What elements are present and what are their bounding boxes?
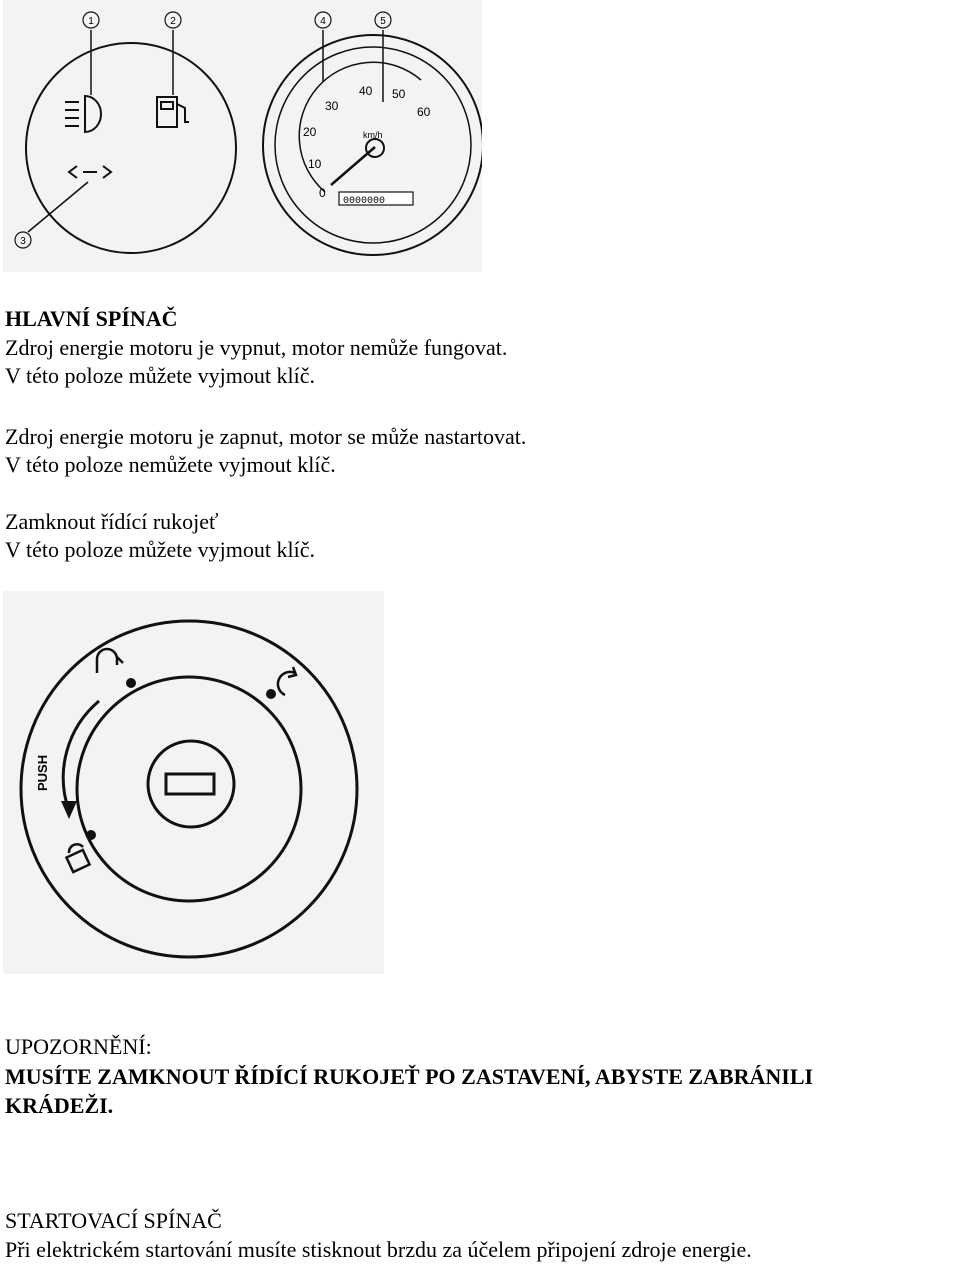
speedometer bbox=[263, 35, 482, 255]
main-switch-title: HLAVNÍ SPÍNAČ bbox=[5, 306, 178, 331]
position-dot-lock bbox=[86, 830, 96, 840]
dashboard-diagram bbox=[3, 0, 482, 272]
speed-tick-20: 20 bbox=[303, 125, 317, 139]
key-slot bbox=[166, 774, 214, 794]
speed-tick-10: 10 bbox=[308, 157, 322, 171]
warning-label: UPOZORNĚNÍ bbox=[5, 1034, 146, 1059]
speed-unit: km/h bbox=[363, 130, 383, 140]
steering-lock-icon bbox=[66, 844, 89, 872]
headlight-icon bbox=[65, 96, 101, 132]
turn-signal-icon bbox=[69, 166, 111, 178]
main-switch-lock-key-text: V této poloze můžete vyjmout klíč. bbox=[5, 537, 315, 562]
main-switch-on-text: Zdroj energie motoru je zapnut, motor se může nastartovat. bbox=[5, 424, 527, 449]
left-gauge-circle bbox=[26, 43, 236, 253]
main-switch-off-key-text: V této poloze můžete vyjmout klíč. bbox=[5, 363, 315, 388]
speed-tick-50: 50 bbox=[392, 87, 406, 101]
callout-5 bbox=[375, 12, 391, 28]
callout-2 bbox=[165, 12, 181, 28]
warning-heading bbox=[5, 1033, 152, 1061]
main-switch-lock-text: Zamknout řídící rukojeť bbox=[5, 509, 219, 534]
speed-tick-30: 30 bbox=[325, 99, 339, 113]
callout-3 bbox=[15, 232, 31, 248]
push-arrow-head bbox=[61, 801, 77, 819]
svg-text:5: 5 bbox=[380, 16, 386, 27]
odometer-value: 0000000 bbox=[343, 196, 386, 207]
push-label: PUSH bbox=[35, 754, 50, 791]
main-switch-off-text: Zdroj energie motoru je vypnut, motor nemůže fungovat. bbox=[5, 335, 508, 360]
position-dot-off bbox=[126, 678, 136, 688]
callout-1 bbox=[83, 12, 99, 28]
speed-tick-0: 0 bbox=[319, 186, 326, 200]
svg-text:1: 1 bbox=[88, 16, 94, 27]
speed-tick-40: 40 bbox=[359, 84, 373, 98]
callout-4 bbox=[315, 12, 331, 28]
warning-text-line1: MUSÍTE ZAMKNOUT ŘÍDÍCÍ RUKOJEŤ PO ZASTAVENÍ, ABYSTE ZABRÁNILI bbox=[5, 1064, 814, 1089]
speed-tick-60: 60 bbox=[417, 105, 431, 119]
main-switch-on-key-text: V této poloze nemůžete vyjmout klíč. bbox=[5, 452, 336, 477]
svg-text:4: 4 bbox=[320, 16, 326, 27]
start-switch-title: STARTOVACÍ SPÍNAČ bbox=[5, 1208, 222, 1233]
ignition-switch-diagram bbox=[3, 591, 384, 974]
start-switch-text: Při elektrickém startování musíte stisknout brzdu za účelem připojení zdroje energie. bbox=[5, 1237, 752, 1262]
svg-text:2: 2 bbox=[170, 16, 176, 27]
warning-colon: : bbox=[145, 1034, 152, 1059]
fuel-icon bbox=[157, 97, 189, 127]
outer-ring bbox=[21, 621, 357, 957]
key-off-icon bbox=[97, 649, 123, 673]
position-dot-on bbox=[266, 689, 276, 699]
warning-text-line2: KRÁDEŽI. bbox=[5, 1093, 114, 1118]
key-cylinder bbox=[148, 741, 234, 827]
key-on-icon bbox=[278, 667, 296, 695]
svg-text:3: 3 bbox=[20, 236, 26, 247]
inner-ring bbox=[77, 677, 301, 901]
